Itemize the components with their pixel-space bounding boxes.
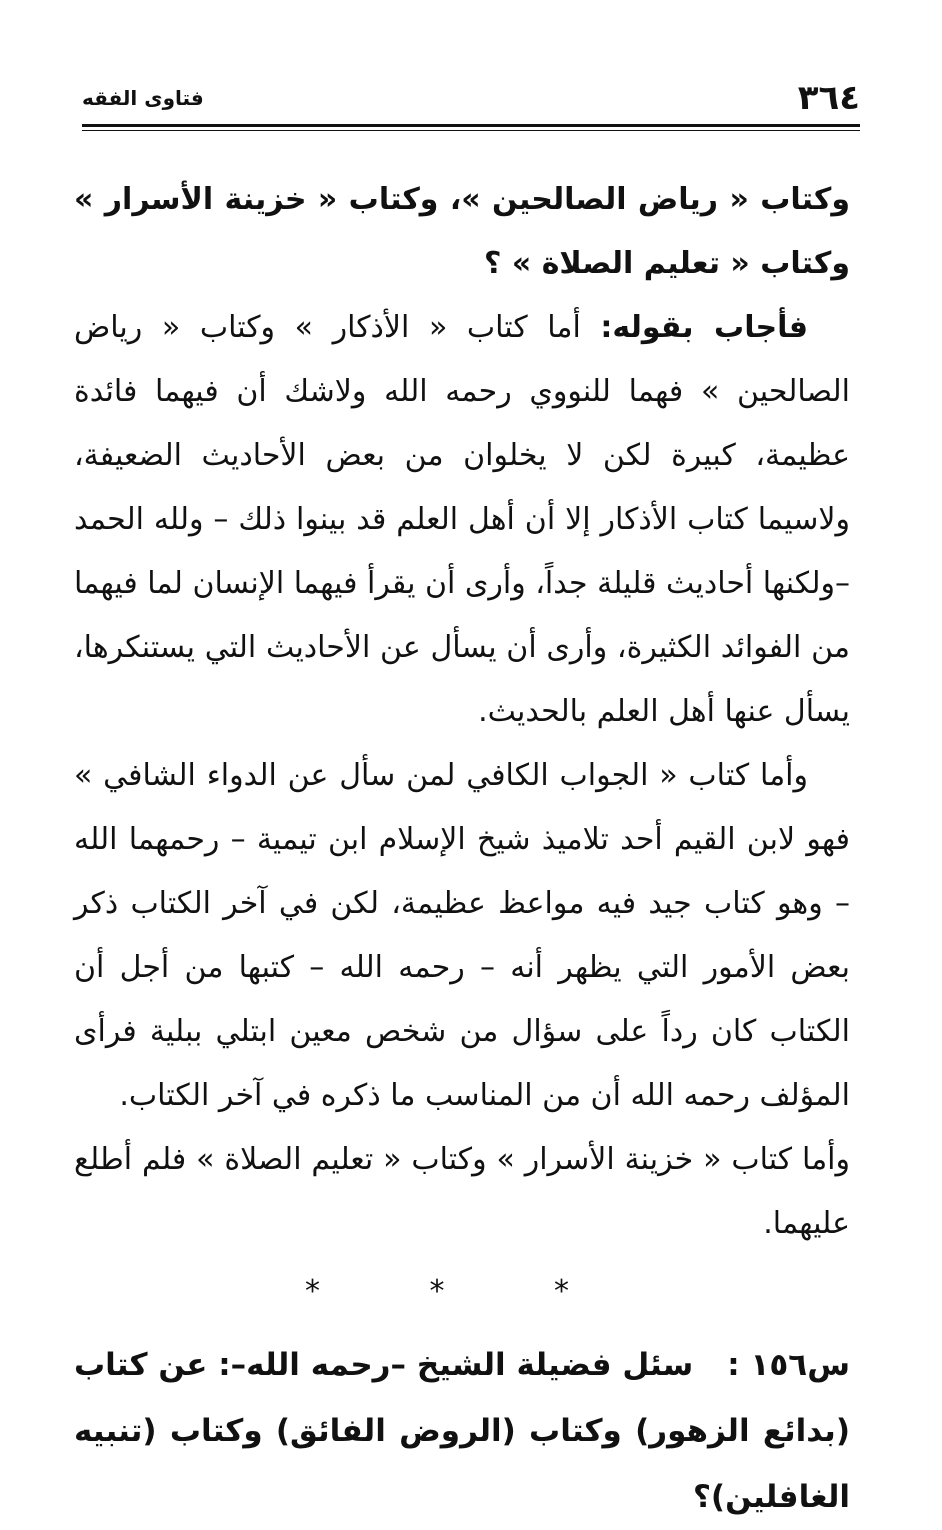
question-number: س١٥٦ : bbox=[727, 1347, 850, 1383]
page-header bbox=[82, 78, 860, 118]
answer-paragraph-3: وأما كتاب « خزينة الأسرار » وكتاب « تعليم الصلاة » فلم أطلع عليهما. bbox=[74, 1142, 850, 1241]
answer-paragraph-1-text: أما كتاب « الأذكار » وكتاب « رياض الصالحين » فهما للنووي رحمه الله ولاشك أن فيهما فائدة عظيمة، كبيرة لكن لا يخلوان من بعض الأحاديث الضعيفة، ولاسيما كتاب الأذكار إلا أن أهل العلم قد بينوا ذلك – ولله الحمد –ولكنها أحاديث قليلة جداً، وأرى أن يقرأ فيهما الإنسان لما فيهما من الفوائد الكثيرة، وأرى أن يسأل عن الأحاديث التي يستنكرها، يسأل عنها أهل العلم بالحديث. bbox=[74, 310, 850, 729]
question-continuation: وكتاب « رياض الصالحين »، وكتاب « خزينة الأسرار » وكتاب « تعليم الصلاة » ؟ bbox=[74, 182, 850, 281]
header-rule bbox=[82, 124, 860, 127]
answer-lead: فأجاب بقوله: bbox=[600, 310, 808, 345]
answer-paragraph-2: وأما كتاب « الجواب الكافي لمن سأل عن الدواء الشافي » فهو لابن القيم أحد تلاميذ شيخ الإسلام ابن تيمية – رحمهما الله – وهو كتاب جيد فيه مواعظ عظيمة، لكن في آخر الكتاب ذكر بعض الأمور التي يظهر أنه – رحمه الله – كتبها من أجل أن الكتاب كان رداً على سؤال من شخص معين ابتلي ببلية فرأى المؤلف رحمه الله أن من المناسب ما ذكره في آخر الكتاب. bbox=[74, 758, 850, 1113]
running-title: فتاوى الفقه bbox=[82, 86, 204, 110]
section-separator: * * * bbox=[304, 1274, 620, 1309]
answer-paragraph-1 bbox=[74, 296, 850, 744]
question-156 bbox=[74, 1332, 850, 1530]
page-number: ٣٦٤ bbox=[797, 78, 860, 118]
page-body bbox=[74, 168, 850, 1530]
header-rule-thin bbox=[82, 130, 860, 131]
question-text: سئل فضيلة الشيخ –رحمه الله–: عن كتاب (بدائع الزهور) وكتاب (الروض الفائق) وكتاب (تنبيه الغافلين)؟ bbox=[74, 1347, 850, 1515]
